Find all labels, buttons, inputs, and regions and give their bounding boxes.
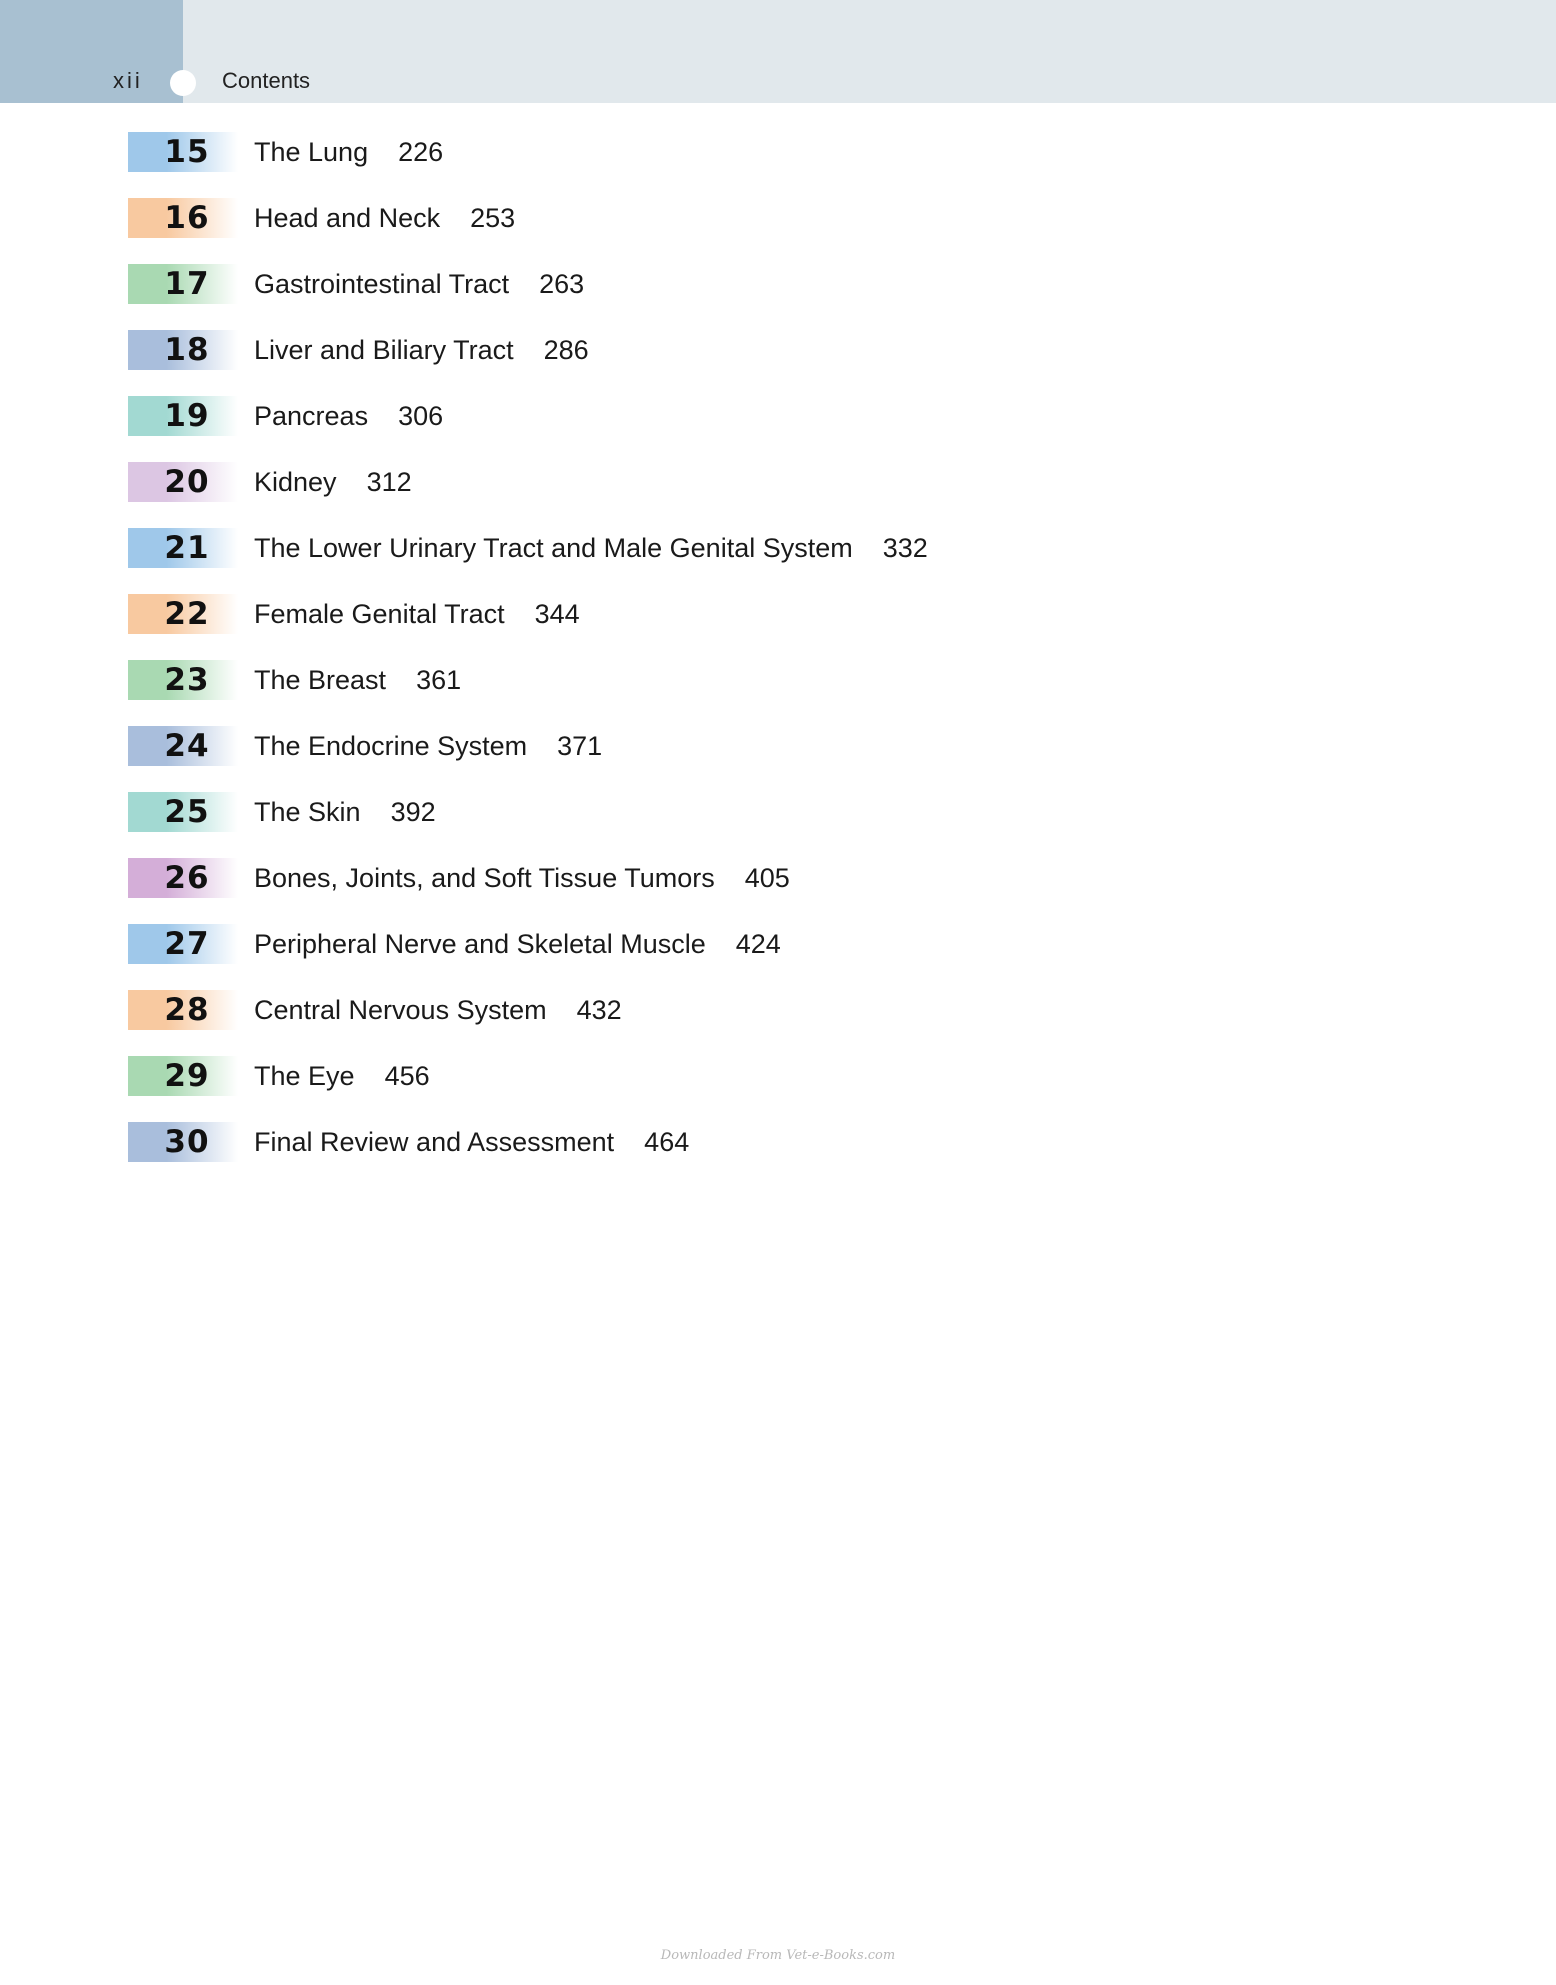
chapter-title: The Endocrine System (254, 731, 528, 761)
chapter-page-number: 464 (644, 1127, 690, 1157)
chapter-page-number: 253 (470, 203, 516, 233)
toc-entry[interactable] (128, 924, 928, 990)
toc-entry[interactable] (128, 396, 928, 462)
chapter-number: 25 (164, 794, 210, 830)
chapter-title: Head and Neck (254, 203, 441, 233)
chapter-title: Liver and Biliary Tract (254, 335, 514, 365)
chapter-number: 18 (164, 332, 210, 368)
header-dot-decoration (170, 70, 196, 96)
toc-entry[interactable] (128, 462, 928, 528)
chapter-number: 29 (164, 1058, 210, 1094)
running-head: Contents (222, 68, 311, 93)
chapter-page-number: 263 (539, 269, 585, 299)
chapter-title: The Breast (254, 665, 387, 695)
chapter-number-box (128, 924, 238, 964)
chapter-number-box (128, 132, 238, 172)
chapter-number: 28 (164, 992, 210, 1028)
chapter-page-number: 286 (543, 335, 589, 365)
toc-entry[interactable] (128, 594, 928, 660)
table-of-contents (128, 132, 928, 1188)
chapter-title: Central Nervous System (254, 995, 547, 1025)
chapter-title: The Eye (254, 1061, 355, 1091)
chapter-page-number: 405 (744, 863, 790, 893)
chapter-number-box (128, 726, 238, 766)
chapter-page-number: 226 (398, 137, 444, 167)
chapter-page-number: 361 (416, 665, 462, 695)
toc-entry[interactable] (128, 792, 928, 858)
chapter-title: Final Review and Assessment (254, 1127, 615, 1157)
chapter-page-number: 332 (882, 533, 928, 563)
chapter-page-number: 424 (735, 929, 781, 959)
chapter-title: The Lung (254, 137, 369, 167)
chapter-page-number: 432 (576, 995, 622, 1025)
chapter-number-box (128, 462, 238, 502)
chapter-number-box (128, 1122, 238, 1162)
chapter-title: Female Genital Tract (254, 599, 505, 629)
chapter-number: 20 (164, 464, 210, 500)
chapter-number: 22 (164, 596, 210, 632)
chapter-number: 17 (164, 266, 210, 302)
toc-entry[interactable] (128, 198, 928, 264)
chapter-number-box (128, 1056, 238, 1096)
chapter-number-box (128, 396, 238, 436)
toc-entry[interactable] (128, 858, 928, 924)
page-number: xii (113, 68, 143, 93)
chapter-number-box (128, 264, 238, 304)
chapter-number: 19 (164, 398, 210, 434)
chapter-number: 15 (164, 134, 210, 170)
chapter-number: 24 (164, 728, 210, 764)
chapter-title: Pancreas (254, 401, 369, 431)
chapter-title: The Lower Urinary Tract and Male Genital System (254, 533, 853, 563)
toc-entry[interactable] (128, 990, 928, 1056)
chapter-page-number: 392 (390, 797, 436, 827)
chapter-page-number: 456 (384, 1061, 430, 1091)
toc-entry[interactable] (128, 726, 928, 792)
chapter-page-number: 312 (366, 467, 412, 497)
chapter-number-box (128, 990, 238, 1030)
chapter-number-box (128, 528, 238, 568)
chapter-number: 16 (164, 200, 210, 236)
chapter-number-box (128, 858, 238, 898)
chapter-number-box (128, 792, 238, 832)
toc-entry[interactable] (128, 660, 928, 726)
toc-entry[interactable] (128, 528, 928, 594)
chapter-number-box (128, 660, 238, 700)
watermark: Downloaded From Vet-e-Books.com (660, 1948, 896, 1963)
toc-entry[interactable] (128, 1122, 928, 1188)
toc-entry[interactable] (128, 1056, 928, 1122)
chapter-number: 26 (164, 860, 210, 896)
chapter-number: 21 (164, 530, 210, 566)
chapter-title: The Skin (254, 797, 361, 827)
chapter-page-number: 344 (534, 599, 580, 629)
chapter-number-box (128, 594, 238, 634)
chapter-page-number: 306 (398, 401, 444, 431)
toc-entry[interactable] (128, 264, 928, 330)
chapter-number-box (128, 198, 238, 238)
toc-entry[interactable] (128, 132, 928, 198)
chapter-title: Peripheral Nerve and Skeletal Muscle (254, 929, 706, 959)
chapter-number-box (128, 330, 238, 370)
chapter-title: Bones, Joints, and Soft Tissue Tumors (254, 863, 715, 893)
chapter-number: 30 (164, 1124, 210, 1160)
chapter-page-number: 371 (557, 731, 603, 761)
chapter-title: Kidney (254, 467, 337, 497)
chapter-number: 27 (164, 926, 210, 962)
chapter-title: Gastrointestinal Tract (254, 269, 510, 299)
header-tab (0, 0, 183, 103)
chapter-number: 23 (164, 662, 210, 698)
toc-entry[interactable] (128, 330, 928, 396)
